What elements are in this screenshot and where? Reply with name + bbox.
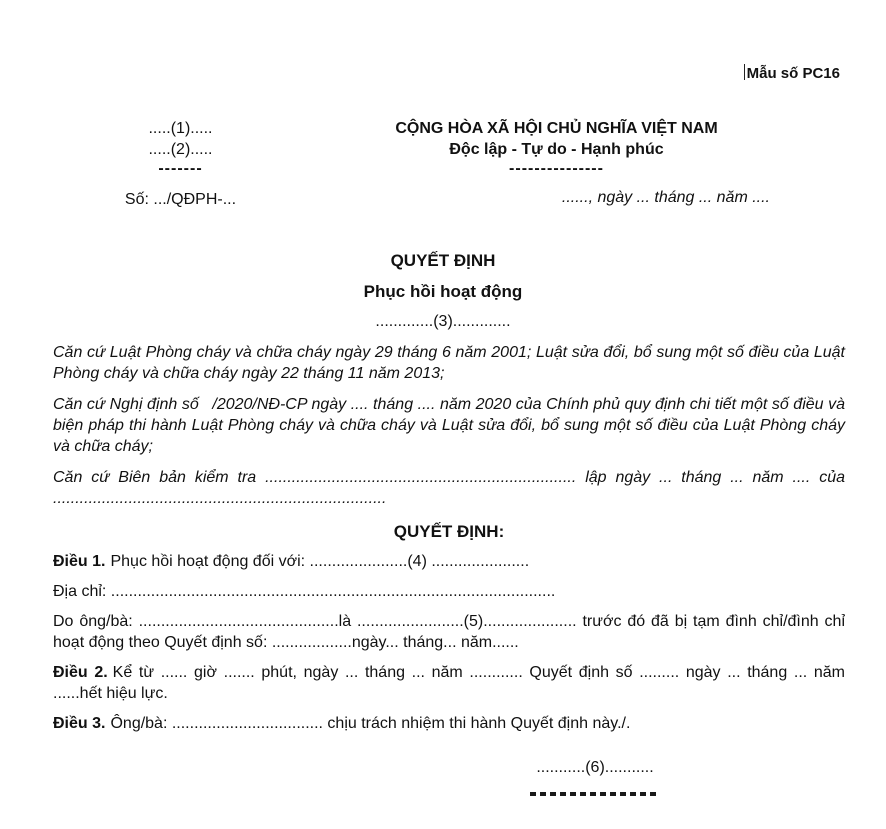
legal-basis-2: Căn cứ Nghị định số /2020/NĐ-CP ngày .... tháng .... năm 2020 của Chính phủ quy định chi tiết một số điều và biện pháp thi hành Luật Phòng cháy và chữa cháy và Luật sửa đổi, bổ sung một số điều của Luật Phòng cháy và chữa cháy;	[53, 396, 845, 455]
motto-divider: ---------------	[509, 160, 604, 177]
national-heading-block	[308, 118, 845, 210]
signature-dots-line: ...........(6)...........	[536, 759, 654, 776]
document-number: Số: .../QĐPH-...	[124, 191, 237, 208]
document-page	[0, 63, 886, 829]
place-date-line: ......, ngày ... tháng ... năm ....	[561, 189, 770, 206]
text-cursor	[744, 64, 745, 80]
document-body	[0, 342, 886, 734]
article-1-text: Phục hồi hoạt động đối với: ......................(4) ......................	[110, 553, 530, 570]
article-2	[53, 662, 845, 704]
suspension-reason-line: Do ông/bà: .............................................là ........................(5)..................... trước đó đã bị tạm đình chỉ/đình chỉ hoạt động theo Quyết định số: ..................ngày... tháng... năm......	[53, 613, 845, 651]
decision-subtitle: Phục hồi hoạt động	[363, 282, 523, 301]
agency-divider: -------	[158, 160, 203, 177]
form-number-label: Mẫu số PC16	[746, 65, 840, 82]
signature-block	[345, 757, 845, 796]
article-1	[53, 551, 845, 572]
national-motto-line-2: Độc lập - Tự do - Hạnh phúc	[449, 141, 664, 158]
form-number-note	[0, 63, 840, 84]
issuer-dots-line: .............(3).............	[375, 313, 511, 330]
clipped-next-line	[530, 792, 660, 796]
decision-heading: QUYẾT ĐỊNH:	[393, 522, 505, 541]
legal-basis-3: Căn cứ Biên bản kiểm tra ...................................................................... lập ngày ... tháng ... năm .... của ...........................................................................	[53, 469, 845, 507]
article-3-label: Điều 3.	[53, 715, 106, 732]
article-2-text: Kể từ ...... giờ ....... phút, ngày ... tháng ... năm ............ Quyết định số ......... ngày ... tháng ... năm ......hết hiệu lực.	[53, 664, 845, 702]
issuing-agency-block	[53, 118, 308, 210]
article-2-label: Điều 2.	[53, 664, 108, 681]
article-3	[53, 713, 845, 734]
agency-line-2: .....(2).....	[148, 141, 213, 158]
address-line: Địa chỉ: ....................................................................................................	[53, 583, 556, 600]
document-header	[0, 118, 886, 210]
article-3-text: Ông/bà: .................................. chịu trách nhiệm thi hành Quyết định này./.	[110, 715, 631, 732]
article-1-label: Điều 1.	[53, 553, 106, 570]
national-motto-line-1: CỘNG HÒA XÃ HỘI CHỦ NGHĨA VIỆT NAM	[395, 120, 718, 137]
decision-title: QUYẾT ĐỊNH	[390, 251, 496, 270]
legal-basis-1: Căn cứ Luật Phòng cháy và chữa cháy ngày 29 tháng 6 năm 2001; Luật sửa đổi, bổ sung một số điều của Luật Phòng cháy và chữa cháy ngày 22 tháng 11 năm 2013;	[53, 344, 845, 382]
agency-line-1: .....(1).....	[148, 120, 213, 137]
